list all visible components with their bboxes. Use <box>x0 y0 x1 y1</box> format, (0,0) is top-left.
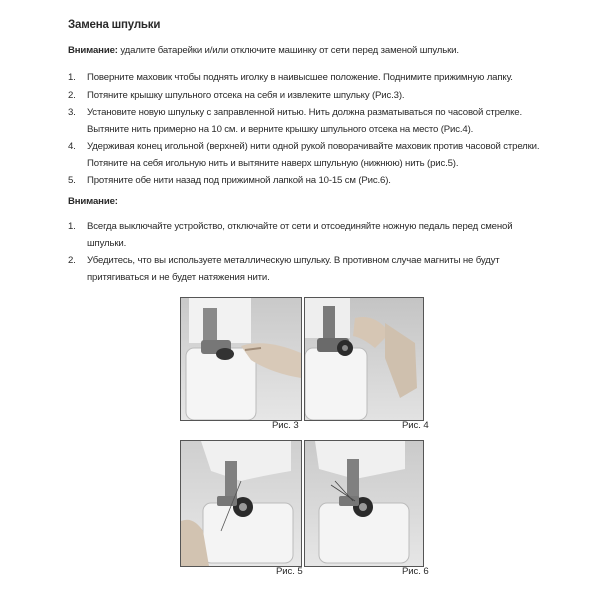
figure-5-caption: Рис. 5 <box>276 566 303 577</box>
note-text: Всегда выключайте устройство, отключайте от сети и отсоединяйте ножную педаль перед сменой <box>87 221 513 232</box>
step-number: 5. <box>68 175 76 186</box>
figure-5-photo <box>180 440 302 567</box>
note-number: 2. <box>68 255 76 266</box>
figure-4-caption: Рис. 4 <box>402 420 429 431</box>
step-item <box>68 139 538 172</box>
page-title: Замена шпульки <box>68 19 161 31</box>
step-item <box>68 88 538 105</box>
step-item <box>68 105 538 138</box>
step-number: 2. <box>68 89 76 101</box>
warning-label: Внимание: <box>68 45 118 56</box>
note-text: притягиваться и не будет натяжения нити. <box>87 271 270 283</box>
steps-list <box>68 70 538 191</box>
note-text: шпульки. <box>87 237 127 249</box>
step-text: Потяните крышку шпульного отсека на себя и извлеките шпульку (Рис.3). <box>87 89 405 101</box>
figure-3-caption: Рис. 3 <box>272 420 299 431</box>
step-text: Установите новую шпульку с заправленной нитью. Нить должна разматываться по часовой стрелке. <box>87 107 522 118</box>
warning-text: удалите батарейки и/или отключите машинку от сети перед заменой шпульки. <box>117 45 459 56</box>
step-item <box>68 70 538 87</box>
figure-6-photo <box>304 440 424 567</box>
step-text: Потяните на себя игольную нить и вытяните наверх шпульную (нижнюю) нить (рис.5). <box>87 157 459 169</box>
step-number: 4. <box>68 141 76 152</box>
warning-heading: Внимание: <box>68 196 118 207</box>
notes-list <box>68 219 538 287</box>
step-number: 3. <box>68 107 76 118</box>
step-item <box>68 173 538 190</box>
step-text: Поверните маховик чтобы поднять иголку в наивысшее положение. Поднимите прижимную лапку. <box>87 72 513 83</box>
step-number: 1. <box>68 72 76 83</box>
note-number: 1. <box>68 221 76 232</box>
figure-3-photo <box>180 297 302 421</box>
figure-6-caption: Рис. 6 <box>402 566 429 577</box>
step-text: Протяните обе нити назад под прижимной лапкой на 10-15 см (Рис.6). <box>87 175 391 186</box>
note-item <box>68 253 538 286</box>
note-item <box>68 219 538 252</box>
figure-4-photo <box>304 297 424 421</box>
note-text: Убедитесь, что вы используете металлическую шпульку. В противном случае магниты не будут <box>87 255 500 266</box>
warning-intro <box>68 45 548 56</box>
step-text: Вытяните нить примерно на 10 см. и верните крышку шпульного отсека на место (Рис.4). <box>87 123 474 135</box>
step-text: Удерживая конец игольной (верхней) нити одной рукой поворачивайте маховик против часовой стрелки. <box>87 141 540 152</box>
